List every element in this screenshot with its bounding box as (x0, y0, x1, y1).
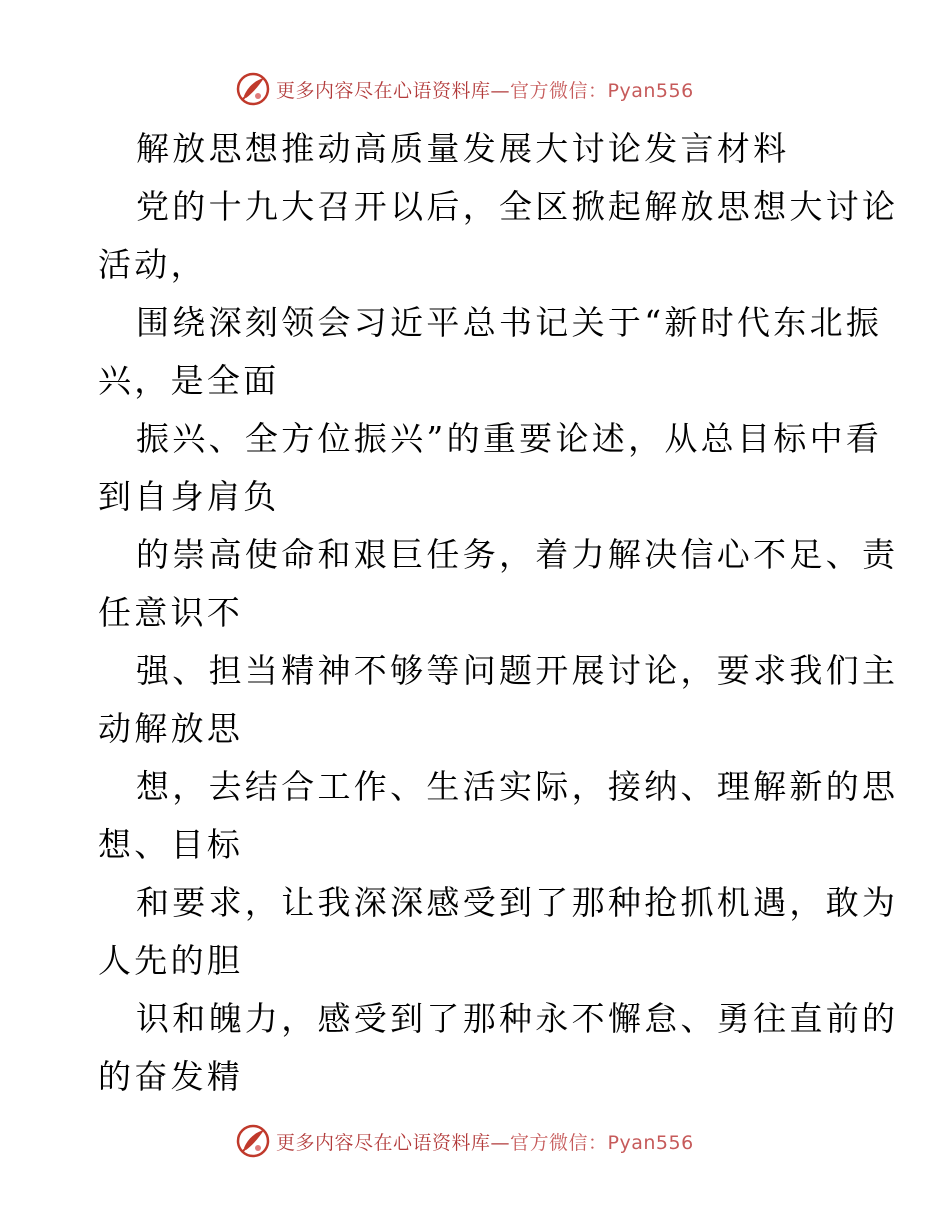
pen-logo-icon (236, 1124, 270, 1158)
doc-line: 想、目标 (98, 825, 244, 864)
banner-text: 更多内容尽在心语资料库— (276, 1131, 511, 1154)
doc-line: 党的十九大召开以后，全区掀起解放思想大讨论 (136, 187, 899, 226)
banner-wechat: 官方微信：Pyan556 (510, 1131, 694, 1154)
header-banner (236, 72, 694, 106)
doc-title: 解放思想推动高质量发展大讨论发言材料 (136, 129, 790, 168)
document-body (98, 120, 899, 1106)
banner-text: 更多内容尽在心语资料库— (276, 79, 511, 102)
doc-line: 任意识不 (98, 593, 244, 632)
doc-line: 人先的胆 (98, 941, 244, 980)
pen-logo-icon (236, 72, 270, 106)
banner-wechat: 官方微信：Pyan556 (510, 79, 694, 102)
doc-line: 识和魄力，感受到了那种永不懈怠、勇往直前的 (136, 999, 899, 1038)
footer-banner (236, 1124, 694, 1158)
doc-line: 的崇高使命和艰巨任务，着力解决信心不足、责 (136, 535, 899, 574)
doc-line: 的奋发精 (98, 1057, 244, 1096)
doc-line: 强、担当精神不够等问题开展讨论，要求我们主 (136, 651, 899, 690)
doc-line: 想，去结合工作、生活实际，接纳、理解新的思 (136, 767, 899, 806)
doc-line: 活动， (98, 245, 207, 284)
doc-line: 兴，是全面 (98, 361, 280, 400)
doc-line: 围绕深刻领会习近平总书记关于“新时代东北振 (136, 303, 883, 342)
doc-line: 振兴、全方位振兴”的重要论述，从总目标中看 (136, 419, 883, 458)
doc-line: 和要求，让我深深感受到了那种抢抓机遇，敢为 (136, 883, 899, 922)
doc-line: 动解放思 (98, 709, 244, 748)
doc-line: 到自身肩负 (98, 477, 280, 516)
